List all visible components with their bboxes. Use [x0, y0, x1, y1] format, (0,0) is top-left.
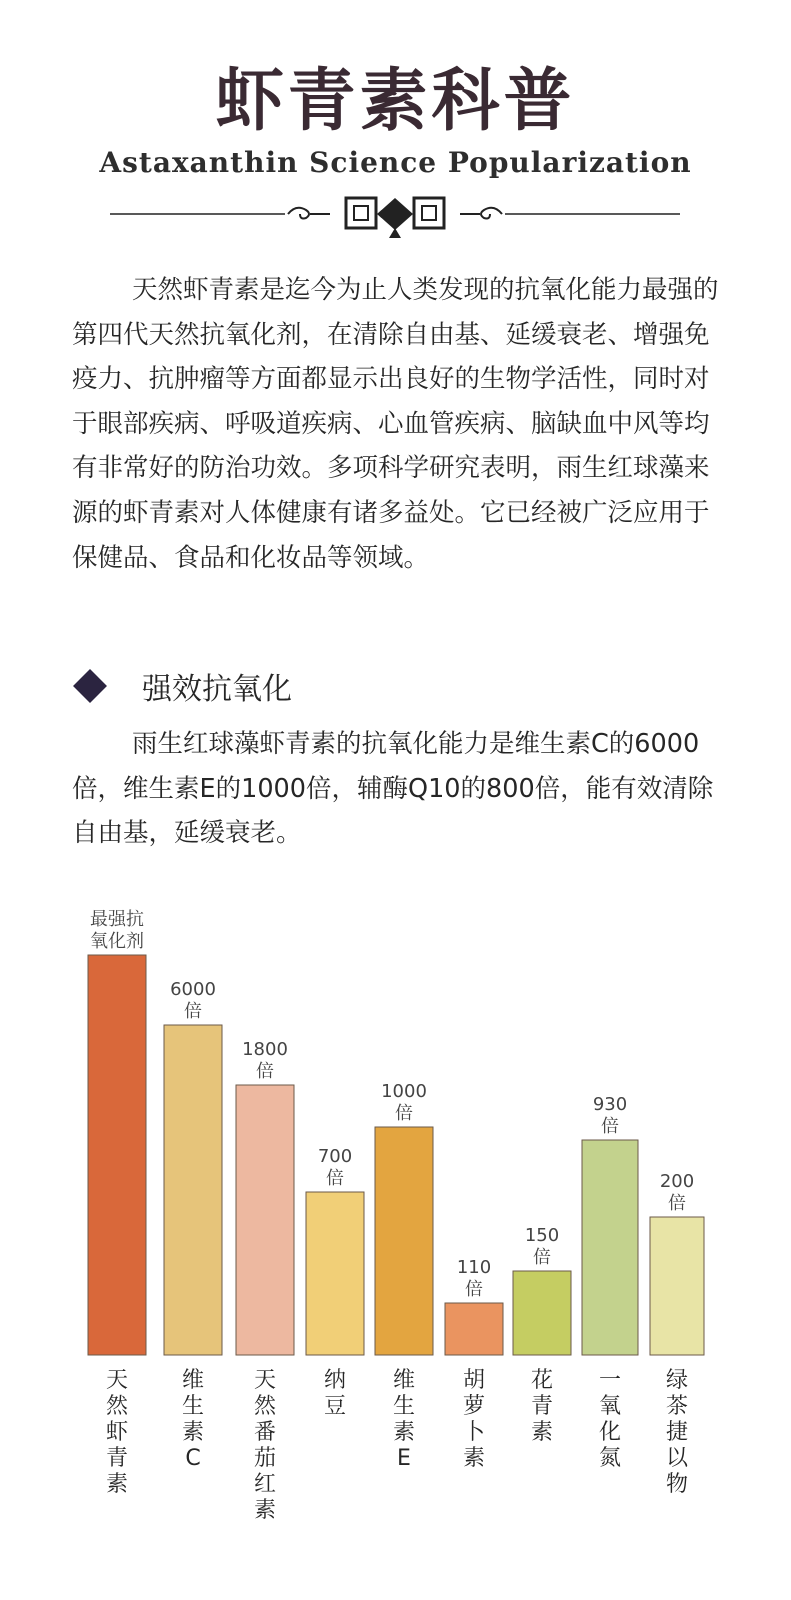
diamond-bullet-icon: [73, 669, 107, 703]
bar-value-label: 倍: [256, 1061, 274, 1082]
bar-value-label: 倍: [465, 1279, 483, 1300]
category-label: 维生素 C: [181, 1368, 205, 1471]
bar-value-label: 氧化剂: [90, 931, 144, 952]
bar-value-label: 1000: [381, 1081, 427, 1102]
intro-paragraph: 天然虾青素是迄今为止人类发现的抗氧化能力最强的第四代天然抗氧化剂，在清除自由基、延缓衰老、增强免疫力、抗肿瘤等方面都显示出良好的生物学活性，同时对于眼部疾病、呼吸道疾病、心血管疾病、脑缺血中风等均有非常好的防治功效。多项科学研究表明，雨生红球藻来源的虾青素对人体健康有诸多益处。它已经被广泛应用于保健品、食品和化妆品等领域。: [72, 275, 719, 573]
bar-8: [582, 1140, 638, 1355]
bar-value-label: 倍: [533, 1247, 551, 1268]
bar-value-label: 倍: [601, 1116, 619, 1137]
category-label: 维生素 E: [392, 1368, 416, 1471]
bar-value-label: 最强抗: [90, 909, 144, 930]
category-label: 花青素: [530, 1368, 554, 1445]
bar-value-label: 倍: [326, 1168, 344, 1189]
category-label: 纳豆: [323, 1368, 347, 1419]
page-subtitle: Astaxanthin Science Popularization: [99, 146, 692, 179]
category-label: 绿茶捷以物: [665, 1368, 689, 1497]
bar-value-label: 倍: [184, 1001, 202, 1022]
category-label: 一氧化氮: [598, 1368, 622, 1471]
bar-value-label: 150: [524, 1225, 560, 1246]
bar-3: [236, 1085, 294, 1355]
bar-value-label: 倍: [668, 1193, 686, 1214]
bar-5: [375, 1127, 433, 1355]
bar-value-label: 200: [659, 1171, 695, 1192]
bar-6: [445, 1303, 503, 1355]
page-title: 虾青素科普: [215, 62, 576, 141]
section-paragraph: 雨生红球藻虾青素的抗氧化能力是维生素C的6000倍，维生素E的1000倍，辅酶Q10的800倍，能有效清除自由基，延缓衰老。: [72, 729, 714, 849]
ornament-divider: [110, 192, 680, 242]
bar-7: [513, 1271, 571, 1355]
section-heading: [72, 664, 292, 708]
bar-1: [88, 955, 146, 1355]
bar-value-label: 倍: [395, 1103, 413, 1124]
bar-value-label: 1800: [242, 1039, 288, 1060]
category-label: 胡萝卜素: [462, 1368, 486, 1471]
bar-value-label: 700: [317, 1146, 353, 1167]
antioxidant-bar-chart: [0, 880, 791, 1580]
bar-4: [306, 1192, 364, 1355]
bar-value-label: 6000: [170, 979, 216, 1000]
bar-value-label: 930: [592, 1094, 628, 1115]
category-label: 天然番茄红素: [253, 1368, 277, 1523]
bar-2: [164, 1025, 222, 1355]
category-label: 天然虾青素: [105, 1368, 129, 1497]
bar-value-label: 110: [456, 1257, 492, 1278]
bar-9: [650, 1217, 704, 1355]
section-title: 强效抗氧化: [142, 672, 292, 707]
